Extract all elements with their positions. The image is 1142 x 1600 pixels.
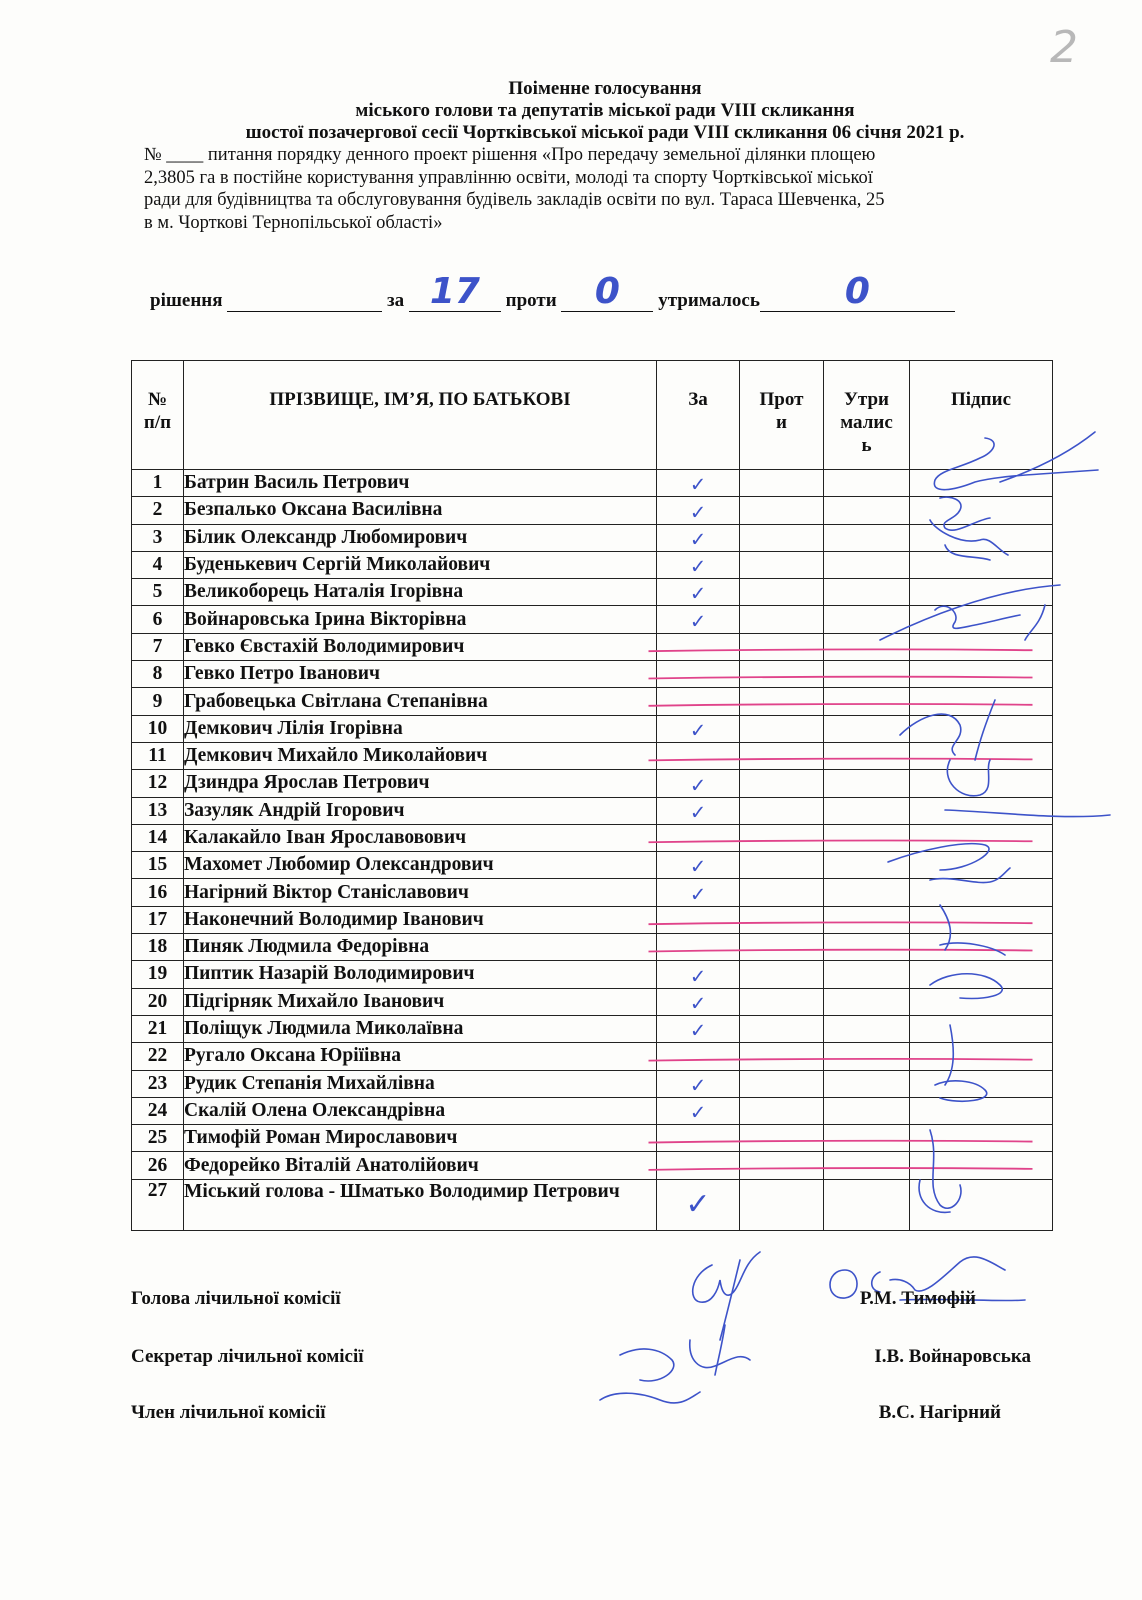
table-row [132,934,1053,961]
vote-against-cell [740,470,824,497]
vote-abstained-cell [824,1097,910,1124]
table-row [132,1015,1053,1042]
vote-for-cell [657,1097,740,1124]
for-blank [409,271,501,312]
checkmark-icon: ✓ [689,500,707,524]
deputy-name: Пиняк Людмила Федорівна [184,934,657,961]
row-number: 7 [132,633,184,660]
table-row [132,579,1053,606]
table-row [132,906,1053,933]
vote-for-cell [657,770,740,797]
vote-abstained-cell [824,961,910,988]
commission-person: Р.М. Тимофій [859,1288,976,1309]
heading-line-3: шостої позачергової сесії Чортківської міської ради VIII скликання 06 січня 2021 р. [245,122,965,143]
vote-abstained-cell [824,524,910,551]
row-number: 13 [132,797,184,824]
vote-for-cell [657,633,740,660]
heading-line-2: міського голови та депутатів міської ради VIII скликання [355,100,855,121]
vote-abstained-cell [824,1179,910,1230]
signature-cell [910,688,1053,715]
document-heading [130,78,1080,234]
vote-abstained-cell [824,633,910,660]
row-number: 27 [132,1179,184,1230]
vote-abstained-cell [824,934,910,961]
deputy-name: Махомет Любомир Олександрович [184,852,657,879]
deputy-name: Демкович Михайло Миколайович [184,742,657,769]
vote-against-cell [740,715,824,742]
row-number: 19 [132,961,184,988]
checkmark-icon: ✓ [689,1019,707,1043]
vote-for-cell [657,579,740,606]
heading-line-1: Поіменне голосування [508,78,702,99]
vote-against-cell [740,961,824,988]
signature-cell [910,1015,1053,1042]
table-row [132,1043,1053,1070]
table-row [132,879,1053,906]
row-number: 2 [132,497,184,524]
deputy-name: Пиптик Назарій Володимирович [184,961,657,988]
vote-against-cell [740,824,824,851]
vote-abstained-cell [824,1043,910,1070]
deputy-name: Безпалько Оксана Василівна [184,497,657,524]
row-number: 25 [132,1125,184,1152]
decision-summary [150,271,1050,312]
signature-cell [910,988,1053,1015]
roll-call-body [132,470,1053,1231]
row-number: 21 [132,1015,184,1042]
table-row [132,742,1053,769]
vote-for-cell [657,1179,740,1230]
vote-against-cell [740,1043,824,1070]
vote-against-cell [740,1015,824,1042]
deputy-name: Войнаровська Ірина Вікторівна [184,606,657,633]
signature-cell [910,770,1053,797]
checkmark-icon: ✓ [689,527,707,551]
signature-cell [910,579,1053,606]
signature-cell [910,1152,1053,1179]
abstained-blank [760,271,955,312]
deputy-name: Ругало Оксана Юріїівна [184,1043,657,1070]
table-row [132,633,1053,660]
header-against-text: Прот и [759,389,804,433]
checkmark-icon: ✓ [689,800,707,824]
checkmark-icon: ✓ [689,882,707,906]
vote-abstained-cell [824,824,910,851]
commission-role: Секретар лічильної комісії [131,1346,364,1367]
table-row [132,661,1053,688]
table-row [132,524,1053,551]
vote-for-cell [657,1152,740,1179]
checkmark-icon: ✓ [685,1187,711,1223]
vote-abstained-cell [824,742,910,769]
signature-cell [910,906,1053,933]
vote-against-cell [740,633,824,660]
deputy-name: Тимофій Роман Мирославович [184,1125,657,1152]
table-header-row [132,361,1053,470]
table-row [132,470,1053,497]
vote-abstained-cell [824,1125,910,1152]
table-row [132,1125,1053,1152]
checkmark-icon: ✓ [689,555,707,579]
row-number: 22 [132,1043,184,1070]
signature-cell [910,1179,1053,1230]
vote-against-cell [740,742,824,769]
vote-abstained-cell [824,606,910,633]
table-row [132,1179,1053,1230]
row-number: 20 [132,988,184,1015]
vote-for-cell [657,661,740,688]
commission-person: І.В. Войнаровська [874,1346,1031,1367]
row-number: 12 [132,770,184,797]
deputy-name: Батрин Василь Петрович [184,470,657,497]
vote-against-cell [740,797,824,824]
vote-abstained-cell [824,852,910,879]
agenda-line: в м. Чорткові Тернопільської області» [144,212,443,233]
vote-abstained-cell [824,1015,910,1042]
header-abstained-text: Утри малис ь [840,389,893,456]
row-number: 17 [132,906,184,933]
row-number: 9 [132,688,184,715]
header-number-text: № п/п [143,389,172,433]
checkmark-icon: ✓ [689,773,707,797]
deputy-name: Наконечний Володимир Іванович [184,906,657,933]
row-number: 23 [132,1070,184,1097]
table-row [132,715,1053,742]
agenda-line: ради для будівництва та обслуговування будівель закладів освіти по вул. Тараса Шевченка, 25 [144,190,885,210]
vote-abstained-cell [824,1070,910,1097]
vote-against-cell [740,661,824,688]
vote-abstained-cell [824,988,910,1015]
vote-abstained-cell [824,688,910,715]
deputy-name: Міський голова - Шматько Володимир Петрович [184,1179,657,1230]
vote-for-cell [657,524,740,551]
vote-for-cell [657,1043,740,1070]
table-row [132,551,1053,578]
abstained-count-handwritten: 0 [844,271,870,312]
deputy-name: Демкович Лілія Ігорівна [184,715,657,742]
vote-for-cell [657,742,740,769]
checkmark-icon: ✓ [689,964,707,988]
vote-abstained-cell [824,879,910,906]
table-row [132,1097,1053,1124]
table-row [132,688,1053,715]
header-signature [910,361,1053,470]
signature-scribble [693,1252,760,1340]
vote-against-cell [740,579,824,606]
decision-label: рішення [150,290,223,311]
table-row [132,770,1053,797]
commission-person: В.С. Нагірний [878,1402,1001,1423]
deputy-name: Нагірний Віктор Станіславович [184,879,657,906]
vote-for-cell [657,988,740,1015]
vote-abstained-cell [824,497,910,524]
against-label: проти [505,290,557,311]
deputy-name: Калакайло Іван Ярославовович [184,824,657,851]
row-number: 6 [132,606,184,633]
table-row [132,988,1053,1015]
table-row [132,824,1053,851]
vote-against-cell [740,1125,824,1152]
vote-against-cell [740,1179,824,1230]
signature-cell [910,1070,1053,1097]
checkmark-icon: ✓ [689,582,707,606]
vote-for-cell [657,497,740,524]
table-row [132,961,1053,988]
deputy-name: Гевко Євстахій Володимирович [184,633,657,660]
signature-cell [910,1125,1053,1152]
vote-for-cell [657,606,740,633]
row-number: 26 [132,1152,184,1179]
checkmark-icon: ✓ [689,473,707,497]
commission-role: Голова лічильної комісії [131,1288,341,1309]
vote-against-cell [740,1070,824,1097]
vote-against-cell [740,524,824,551]
agenda-line: 2,3805 га в постійне користування управлінню освіти, молоді та спорту Чортківської міської [144,167,873,188]
checkmark-icon: ✓ [689,991,707,1015]
vote-against-cell [740,551,824,578]
vote-against-cell [740,1152,824,1179]
signature-cell [910,715,1053,742]
page-number-handwritten: 2 [1050,22,1078,73]
for-label: за [387,290,405,311]
vote-against-cell [740,497,824,524]
vote-against-cell [740,1097,824,1124]
vote-abstained-cell [824,1152,910,1179]
signature-cell [910,852,1053,879]
header-number [132,361,184,470]
signature-cell [910,497,1053,524]
checkmark-icon: ✓ [689,1073,707,1097]
row-number: 8 [132,661,184,688]
decision-blank [227,291,382,312]
vote-against-cell [740,906,824,933]
header-signature-text: Підпис [951,389,1011,410]
signature-cell [910,742,1053,769]
vote-against-cell [740,770,824,797]
vote-for-cell [657,1125,740,1152]
abstained-label: утрималось [658,290,760,311]
vote-for-cell [657,688,740,715]
row-number: 4 [132,551,184,578]
checkmark-icon: ✓ [689,609,707,633]
commission-signatures [600,1252,1025,1403]
row-number: 18 [132,934,184,961]
vote-for-cell [657,934,740,961]
vote-for-cell [657,1070,740,1097]
vote-abstained-cell [824,715,910,742]
deputy-name: Федорейко Віталій Анатолійович [184,1152,657,1179]
header-against [740,361,824,470]
deputy-name: Великоборець Наталія Ігорівна [184,579,657,606]
table-row [132,797,1053,824]
deputy-name: Скалій Олена Олександрівна [184,1097,657,1124]
signature-cell [910,934,1053,961]
vote-abstained-cell [824,470,910,497]
vote-abstained-cell [824,551,910,578]
vote-abstained-cell [824,579,910,606]
deputy-name: Білик Олександр Любомирович [184,524,657,551]
vote-for-cell [657,797,740,824]
signature-cell [910,1043,1053,1070]
deputy-name: Дзиндра Ярослав Петрович [184,770,657,797]
row-number: 14 [132,824,184,851]
vote-for-cell [657,470,740,497]
vote-against-cell [740,852,824,879]
row-number: 15 [132,852,184,879]
signature-scribble [600,1325,750,1403]
header-for-text: За [688,389,708,410]
vote-against-cell [740,934,824,961]
signature-cell [910,633,1053,660]
header-name [184,361,657,470]
for-count-handwritten: 17 [429,271,480,312]
vote-abstained-cell [824,661,910,688]
roll-call-table [131,360,1053,1231]
vote-against-cell [740,688,824,715]
signature-cell [910,470,1053,497]
vote-for-cell [657,852,740,879]
checkmark-icon: ✓ [689,1101,707,1125]
signature-cell [910,824,1053,851]
deputy-name: Гевко Петро Іванович [184,661,657,688]
table-row [132,497,1053,524]
signature-cell [910,606,1053,633]
row-number: 5 [132,579,184,606]
signature-cell [910,524,1053,551]
vote-for-cell [657,961,740,988]
deputy-name: Зазуляк Андрій Ігорович [184,797,657,824]
checkmark-icon: ✓ [689,718,707,742]
vote-against-cell [740,606,824,633]
vote-abstained-cell [824,906,910,933]
row-number: 11 [132,742,184,769]
signature-cell [910,961,1053,988]
signature-cell [910,661,1053,688]
table-row [132,1152,1053,1179]
header-name-text: ПРІЗВИЩЕ, ІМ’Я, ПО БАТЬКОВІ [269,389,571,410]
row-number: 3 [132,524,184,551]
signature-cell [910,1097,1053,1124]
deputy-name: Рудик Степанія Михайлівна [184,1070,657,1097]
table-row [132,606,1053,633]
vote-for-cell [657,1015,740,1042]
deputy-name: Поліщук Людмила Миколаївна [184,1015,657,1042]
vote-for-cell [657,906,740,933]
agenda-line: № ____ питання порядку денного проект рішення «Про передачу земельної ділянки площею [144,145,876,165]
header-abstained [824,361,910,470]
commission-role: Член лічильної комісії [131,1402,326,1423]
against-blank [561,271,653,312]
table-row [132,852,1053,879]
vote-for-cell [657,824,740,851]
signature-cell [910,879,1053,906]
vote-against-cell [740,879,824,906]
against-count-handwritten: 0 [594,271,620,312]
deputy-name: Підгірняк Михайло Іванович [184,988,657,1015]
row-number: 1 [132,470,184,497]
row-number: 10 [132,715,184,742]
vote-for-cell [657,551,740,578]
vote-for-cell [657,715,740,742]
deputy-name: Буденькевич Сергій Миколайович [184,551,657,578]
checkmark-icon: ✓ [689,855,707,879]
deputy-name: Грабовецька Світлана Степанівна [184,688,657,715]
vote-for-cell [657,879,740,906]
signature-cell [910,551,1053,578]
row-number: 16 [132,879,184,906]
vote-abstained-cell [824,770,910,797]
header-for [657,361,740,470]
row-number: 24 [132,1097,184,1124]
signature-cell [910,797,1053,824]
vote-against-cell [740,988,824,1015]
table-row [132,1070,1053,1097]
vote-abstained-cell [824,797,910,824]
